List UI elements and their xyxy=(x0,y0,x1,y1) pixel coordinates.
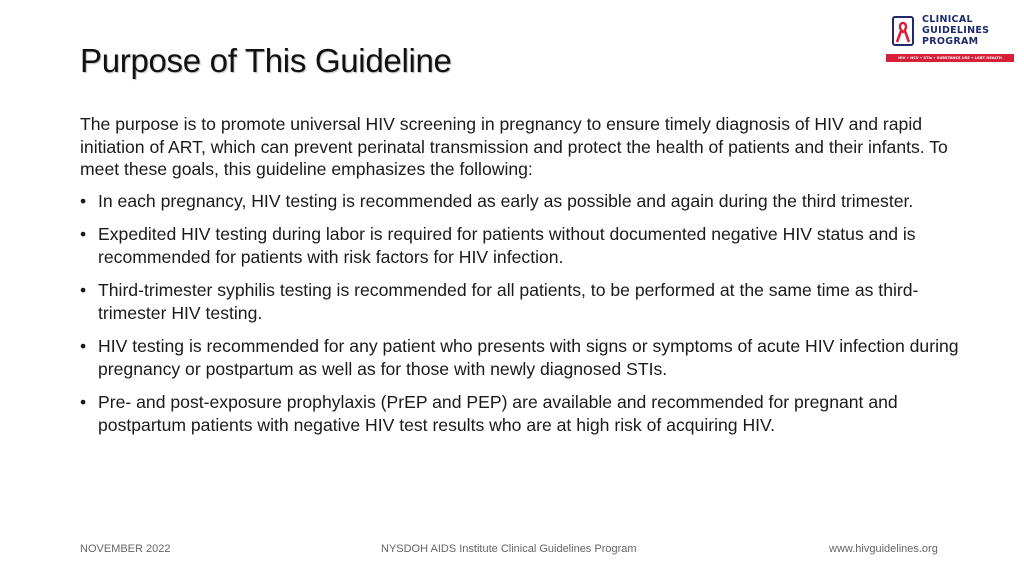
logo-line-3: PROGRAM xyxy=(922,36,979,47)
list-item xyxy=(80,391,980,436)
list-item xyxy=(80,335,980,380)
list-item-text: In each pregnancy, HIV testing is recommended as early as possible and again during the third trimester. xyxy=(98,190,914,211)
logo-mark xyxy=(892,16,914,46)
list-item-text: Third-trimester syphilis testing is recommended for all patients, to be performed at the same time as third-trimester HIV testing. xyxy=(98,280,919,323)
intro-paragraph: The purpose is to promote universal HIV screening in pregnancy to ensure timely diagnosis of HIV and rapid initiation of ART, which can prevent perinatal transmission and protect the health of patients and their infants. To meet these goals, this guideline emphasizes the following: xyxy=(80,114,948,179)
bullet-icon: • xyxy=(80,280,87,300)
footer-date: NOVEMBER 2022 xyxy=(80,543,171,555)
list-item-text: HIV testing is recommended for any patient who presents with signs or symptoms of acute HIV infection during pregnancy or postpartum as well as for those with newly diagnosed STIs. xyxy=(98,336,959,379)
page-title: Purpose of This Guideline xyxy=(80,42,452,79)
bullet-icon: • xyxy=(80,190,87,211)
slide-body xyxy=(80,113,980,447)
footer-website: www.hivguidelines.org xyxy=(829,543,938,555)
bullet-icon: • xyxy=(80,392,87,412)
bullet-icon: • xyxy=(80,224,87,244)
footer-program: NYSDOH AIDS Institute Clinical Guidelines Program xyxy=(381,543,637,555)
list-item xyxy=(80,223,980,268)
logo-text xyxy=(922,14,989,47)
list-item-text: Pre- and post-exposure prophylaxis (PrEP and PEP) are available and recommended for pregnant and postpartum patients with negative HIV test results who are at high risk of acquiring HIV. xyxy=(98,392,898,435)
bullet-list xyxy=(80,190,980,437)
logo-tagline: HIV • HCV • STIs • SUBSTANCE USE • LGBT HEALTH xyxy=(886,54,1014,62)
list-item-text: Expedited HIV testing during labor is required for patients without documented negative HIV status and is recommended for patients with risk factors for HIV infection. xyxy=(98,224,916,267)
bullet-icon: • xyxy=(80,336,87,356)
list-item xyxy=(80,190,980,213)
list-item xyxy=(80,279,980,324)
ribbon-icon xyxy=(896,21,910,43)
program-logo xyxy=(886,14,1014,64)
logo-line-2: GUIDELINES xyxy=(922,25,990,36)
logo-line-1: CLINICAL xyxy=(922,14,973,25)
